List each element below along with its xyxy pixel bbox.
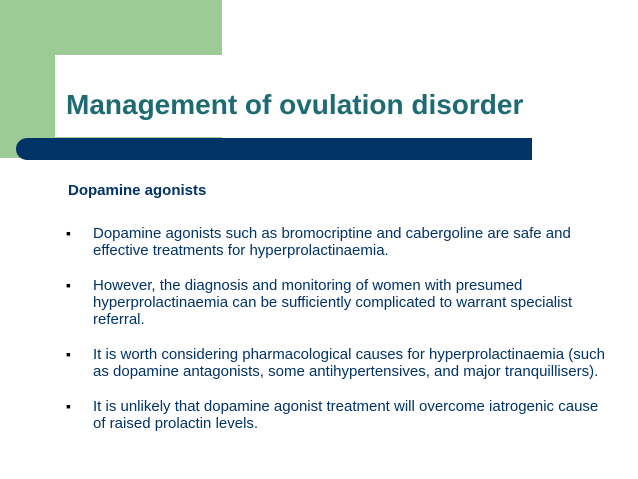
bullet-text: Dopamine agonists such as bromocriptine and cabergoline are safe and effective treatments for hyperprolactinaemia. [93, 225, 571, 259]
bullet-item [66, 398, 611, 432]
slide-title: Management of ovulation disorder [66, 89, 524, 120]
title-underline-bar [16, 138, 532, 160]
bullet-item [66, 225, 611, 259]
square-bullet-icon: ▪ [66, 346, 71, 362]
square-bullet-icon: ▪ [66, 277, 71, 293]
square-bullet-icon: ▪ [66, 225, 71, 241]
bullet-text: It is worth considering pharmacological causes for hyperprolactinaemia (such as dopamine antagonists, some antihypertensives, and major tranquillisers). [93, 346, 605, 380]
bullet-item [66, 277, 611, 328]
bullet-text: It is unlikely that dopamine agonist treatment will overcome iatrogenic cause of raised prolactin levels. [93, 398, 599, 432]
bullet-list [66, 225, 611, 450]
bullet-text: However, the diagnosis and monitoring of women with presumed hyperprolactinaemia can be sufficiently complicated to warrant specialist referral. [93, 277, 573, 328]
square-bullet-icon: ▪ [66, 398, 71, 414]
bullet-item [66, 346, 611, 380]
section-subtitle: Dopamine agonists [68, 182, 207, 199]
